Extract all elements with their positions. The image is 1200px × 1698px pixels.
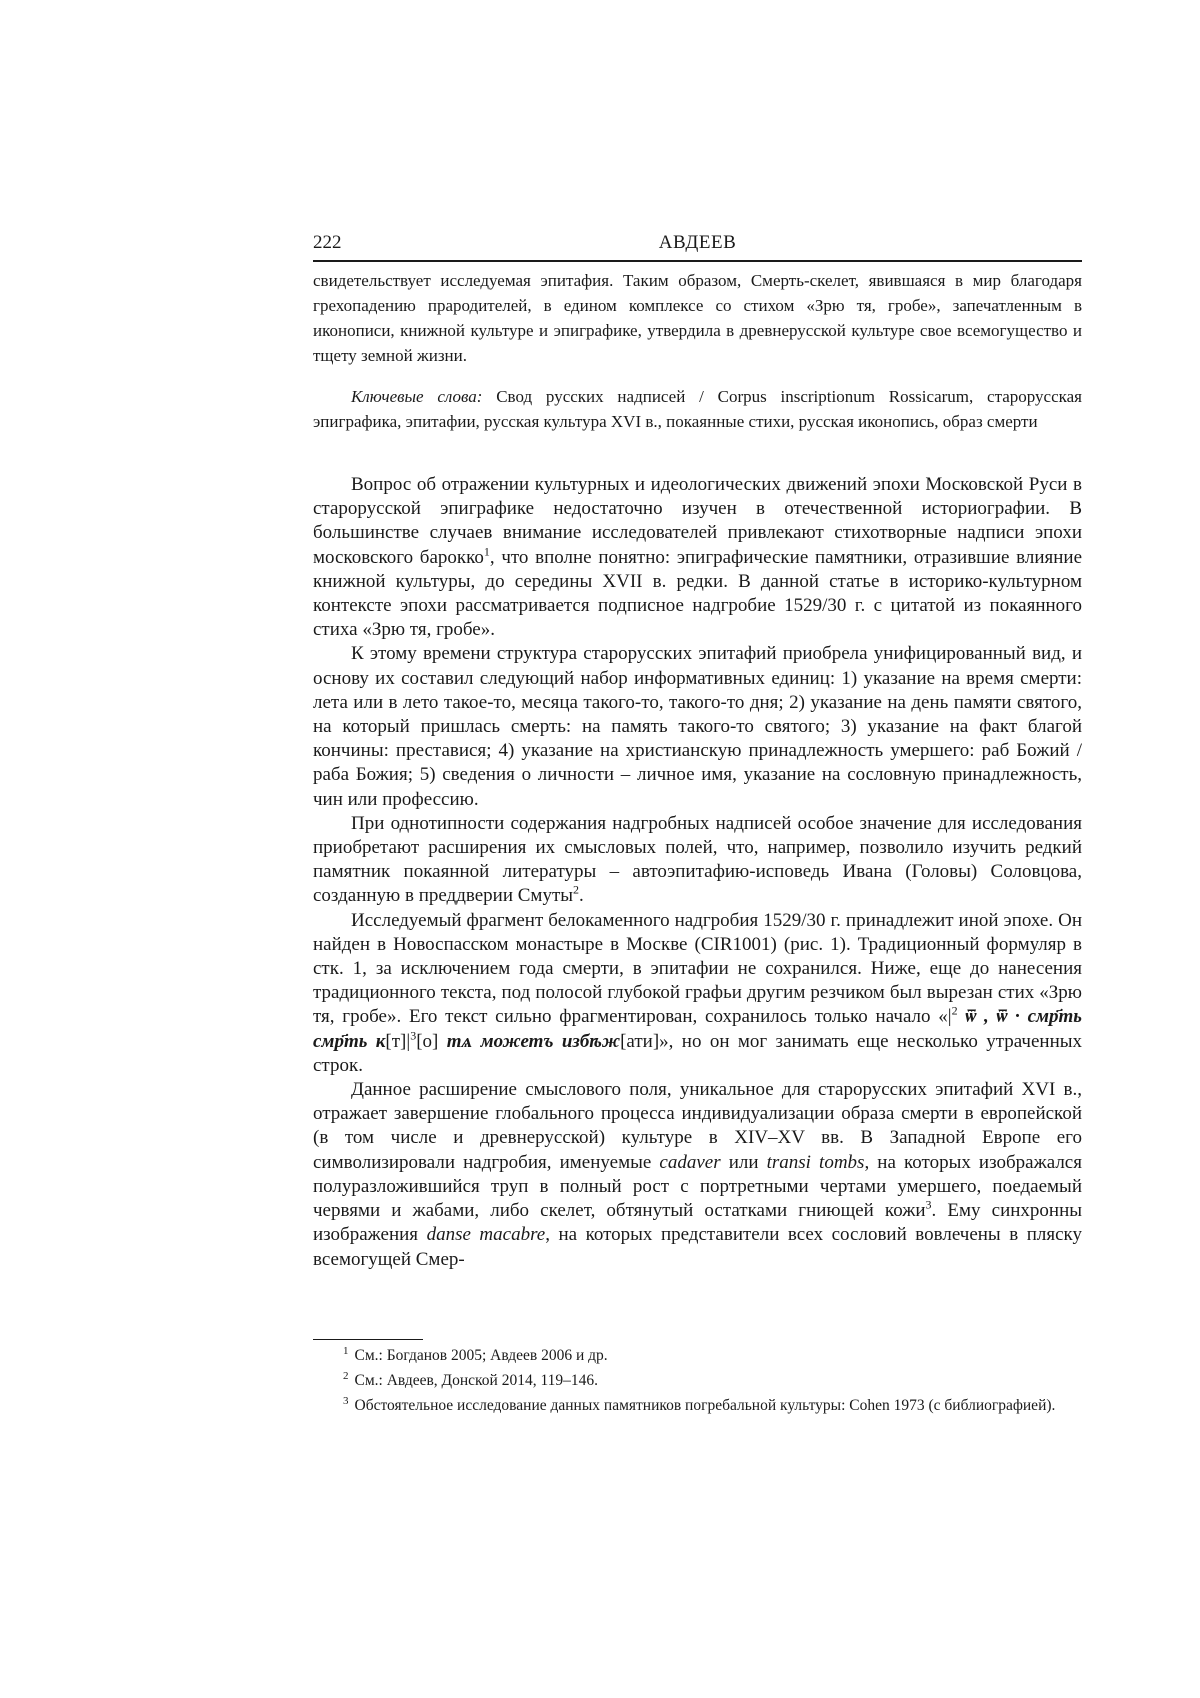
footnote-number: 3 [343, 1395, 349, 1408]
footnote-ref-3: 3 [925, 1197, 932, 1212]
keywords-text: Свод русских надписей / Corpus inscriptionum Rossicarum, старорусская эпиграфика, эпитафии, русская культура XVI в., покаянные стихи, русская иконопись, образ смерти [313, 387, 1082, 431]
paragraph-1 [313, 473, 1082, 642]
italic-term: cadaver [659, 1151, 721, 1173]
paragraph-text: Вопрос об отражении культурных и идеологических движений эпохи Московской Руси в старорусской эпиграфике недостаточно изучен в отечественной историографии. В большинстве случаев внимание исследователей привлекают стихотворные надписи эпохи московского барокко [313, 474, 1082, 568]
paragraph-text: , на которых изображался полуразложившийся труп в полный рост с портретными чертами умершего, поедаемый червями и жабами, либо скелет, обтянутый остатками гниющей кожи [313, 1151, 1082, 1222]
footnote-1 [313, 1341, 1082, 1366]
paragraph-text: [т]| [385, 1030, 411, 1052]
paragraph-text: . [579, 885, 584, 907]
footnote-ref-1: 1 [483, 544, 490, 559]
line-number-2: 2 [951, 1004, 958, 1019]
paragraph-text: Данное расширение смыслового поля, уникальное для старорусских эпитафий XVI в., отражает завершение глобального процесса индивидуализации образа смерти в европейской (в том числе и древнерусской) культуре в XIV–XV вв. В Западной Европе его символизировали надгробия, именуемые [313, 1079, 1082, 1173]
paragraph-text: или [720, 1151, 767, 1173]
paragraph-text: . Ему синхронны изображения [313, 1200, 1082, 1246]
footnote-text: См.: Богданов 2005; Авдеев 2006 и др. [354, 1347, 608, 1365]
footnote-3 [313, 1391, 1082, 1416]
article-body [313, 473, 1082, 1272]
old-slavonic-text: тѧ можетъ избѣж [446, 1030, 621, 1052]
keywords-label: Ключевые слова: [351, 387, 483, 406]
paragraph-4 [313, 909, 1082, 1078]
running-title: АВДЕЕВ [658, 232, 737, 253]
page-number: 222 [313, 232, 342, 253]
italic-term: danse macabre [426, 1224, 546, 1246]
footnote-number: 2 [343, 1370, 349, 1383]
abstract-text: свидетельствует исследуемая эпитафия. Таким образом, Смерть-скелет, явившаяся в мир благодаря грехопадению прародителей, в едином комплексе со стихом «Зрю тя, гробе», запечатленным в иконописи, книжной культуре и эпиграфике, утвердила в древнерусской культуре свое всемогущество и тщету земной жизни. [313, 271, 1082, 365]
footnote-divider [313, 1339, 423, 1340]
paragraph-2: К этому времени структура старорусских эпитафий приобрела унифицированный вид, и основу их составил следующий набор информативных единиц: 1) указание на время смерти: лета или в лето такое-то, месяца такого-то, такого-то дня; 2) указание на день памяти святого, на который пришлась смерть: на память такого-то святого; 3) указание на факт благой кончины: преставися; 4) указание на христианскую принадлежность умершего: раб Божий / раба Божия; 5) сведения о личности – личное имя, указание на сословную принадлежность, чин или профессию. [313, 643, 1082, 810]
paragraph-text: [ати]», но он мог занимать еще несколько утраченных строк. [313, 1030, 1082, 1076]
footnote-2 [313, 1366, 1082, 1391]
footnote-text: Обстоятельное исследование данных памятников погребальной культуры: Cohen 1973 (с библиографией). [354, 1397, 1056, 1415]
paragraph-3 [313, 812, 1082, 909]
line-number-3: 3 [410, 1028, 417, 1043]
footnote-number: 1 [343, 1345, 349, 1357]
page-header [313, 232, 1082, 262]
italic-term: transi tombs [766, 1151, 865, 1173]
footnotes [313, 1341, 1082, 1416]
paragraph-text: [о] [416, 1030, 447, 1052]
paragraph-text: При однотипности содержания надгробных надписей особое значение для исследования приобретают расширения их смысловых полей, что, например, позволило изучить редкий памятник покаянной литературы – автоэпитафию-исповедь Ивана (Головы) Соловцова, созданную в преддверии Смуты [313, 812, 1082, 907]
paragraph-text: , на которых представители всех сословий вовлечены в пляску всемогущей Смер- [313, 1224, 1082, 1270]
paragraph-5 [313, 1078, 1082, 1272]
keywords [313, 384, 1082, 434]
footnote-text: См.: Авдеев, Донской 2014, 119–146. [354, 1372, 599, 1390]
paragraph-text: , что вполне понятно: эпиграфические памятники, отразившие влияние книжной культуры, до середины XVII в. редки. В данной статье в историко-культурном контексте эпохи рассматривается подписное надгробие 1529/30 г. с цитатой из покаянного стиха «Зрю тя, гробе». [313, 546, 1082, 641]
old-slavonic-text: ѿ , ѿ · смр҃ть смр҃ть к [313, 1006, 1082, 1052]
footnote-ref-2: 2 [573, 883, 580, 898]
paragraph-text: Исследуемый фрагмент белокаменного надгробия 1529/30 г. принадлежит иной эпохе. Он найден в Новоспасском монастыре в Москве (CIR1001) (рис. 1). Традиционный формуляр в стк. 1, за исключением года смерти, в эпитафии не сохранился. Ниже, еще до нанесения традиционного текста, под полосой глубокой графьи другим резчиком был вырезан стих «Зрю тя, гробе». Его текст сильно фрагментирован, сохранилось только начало «| [313, 909, 1082, 1028]
